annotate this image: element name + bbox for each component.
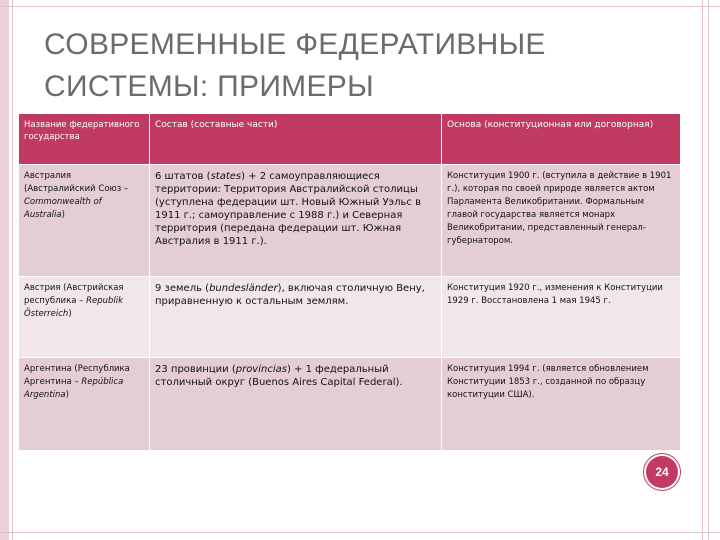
cell-basis: Конституция 1900 г. (вступила в действие в 1901 г.), которая по своей природе является актом Парламента Великобритании. Формальным главой государства является монарх Великобритании, представленный генерал-губернатором. xyxy=(442,165,681,277)
header-state-name: Название федеративного государства xyxy=(19,114,150,165)
cell-basis: Конституция 1994 г. (является обновлением Конституции 1853 г., созданной по образцу конституции США). xyxy=(442,358,681,451)
cell-composition: 6 штатов (states) + 2 самоуправляющиеся территории: Территория Австралийской столицы (уступлена федерации шт. Новый Южный Уэльс в 1911 г.; самоуправление с 1988 г.) и Северная территория (передана федерации шт. Южная Австралия в 1911 г.). xyxy=(150,165,442,277)
slide-title xyxy=(44,24,644,108)
slide-left-accent-bar xyxy=(0,0,9,540)
cell-state-name: Аргентина (Республика Аргентина – República Argentina) xyxy=(19,358,150,451)
header-composition: Состав (составные части) xyxy=(150,114,442,165)
slide-frame-line-bottom xyxy=(0,532,720,533)
slide-frame-line-right-outer xyxy=(702,0,703,540)
slide-frame-line-right-inner xyxy=(708,0,709,540)
slide-title-line-2: СИСТЕМЫ: ПРИМЕРЫ xyxy=(44,70,374,103)
slide-frame-line-top xyxy=(0,6,720,7)
table-row xyxy=(19,165,681,277)
federations-table xyxy=(18,113,681,451)
cell-state-name: Австрия (Австрийская республика – Republik Österreich) xyxy=(19,277,150,358)
cell-state-name: Австралия (Австралийский Союз – Commonwealth of Australia) xyxy=(19,165,150,277)
table-row xyxy=(19,277,681,358)
header-basis: Основа (конституционная или договорная) xyxy=(442,114,681,165)
table-row xyxy=(19,358,681,451)
page-number-badge: 24 xyxy=(646,456,678,488)
slide-title-line-1: СОВРЕМЕННЫЕ ФЕДЕРАТИВНЫЕ xyxy=(44,28,546,61)
slide-frame-line-left xyxy=(12,0,13,540)
table-header-row xyxy=(19,114,681,165)
cell-basis: Конституция 1920 г., изменения к Конституции 1929 г. Восстановлена 1 мая 1945 г. xyxy=(442,277,681,358)
cell-composition: 9 земель (bundesländer), включая столичную Вену, приравненную к остальным землям. xyxy=(150,277,442,358)
cell-composition: 23 провинции (provincias) + 1 федеральный столичный округ (Buenos Aires Capital Federal). xyxy=(150,358,442,451)
